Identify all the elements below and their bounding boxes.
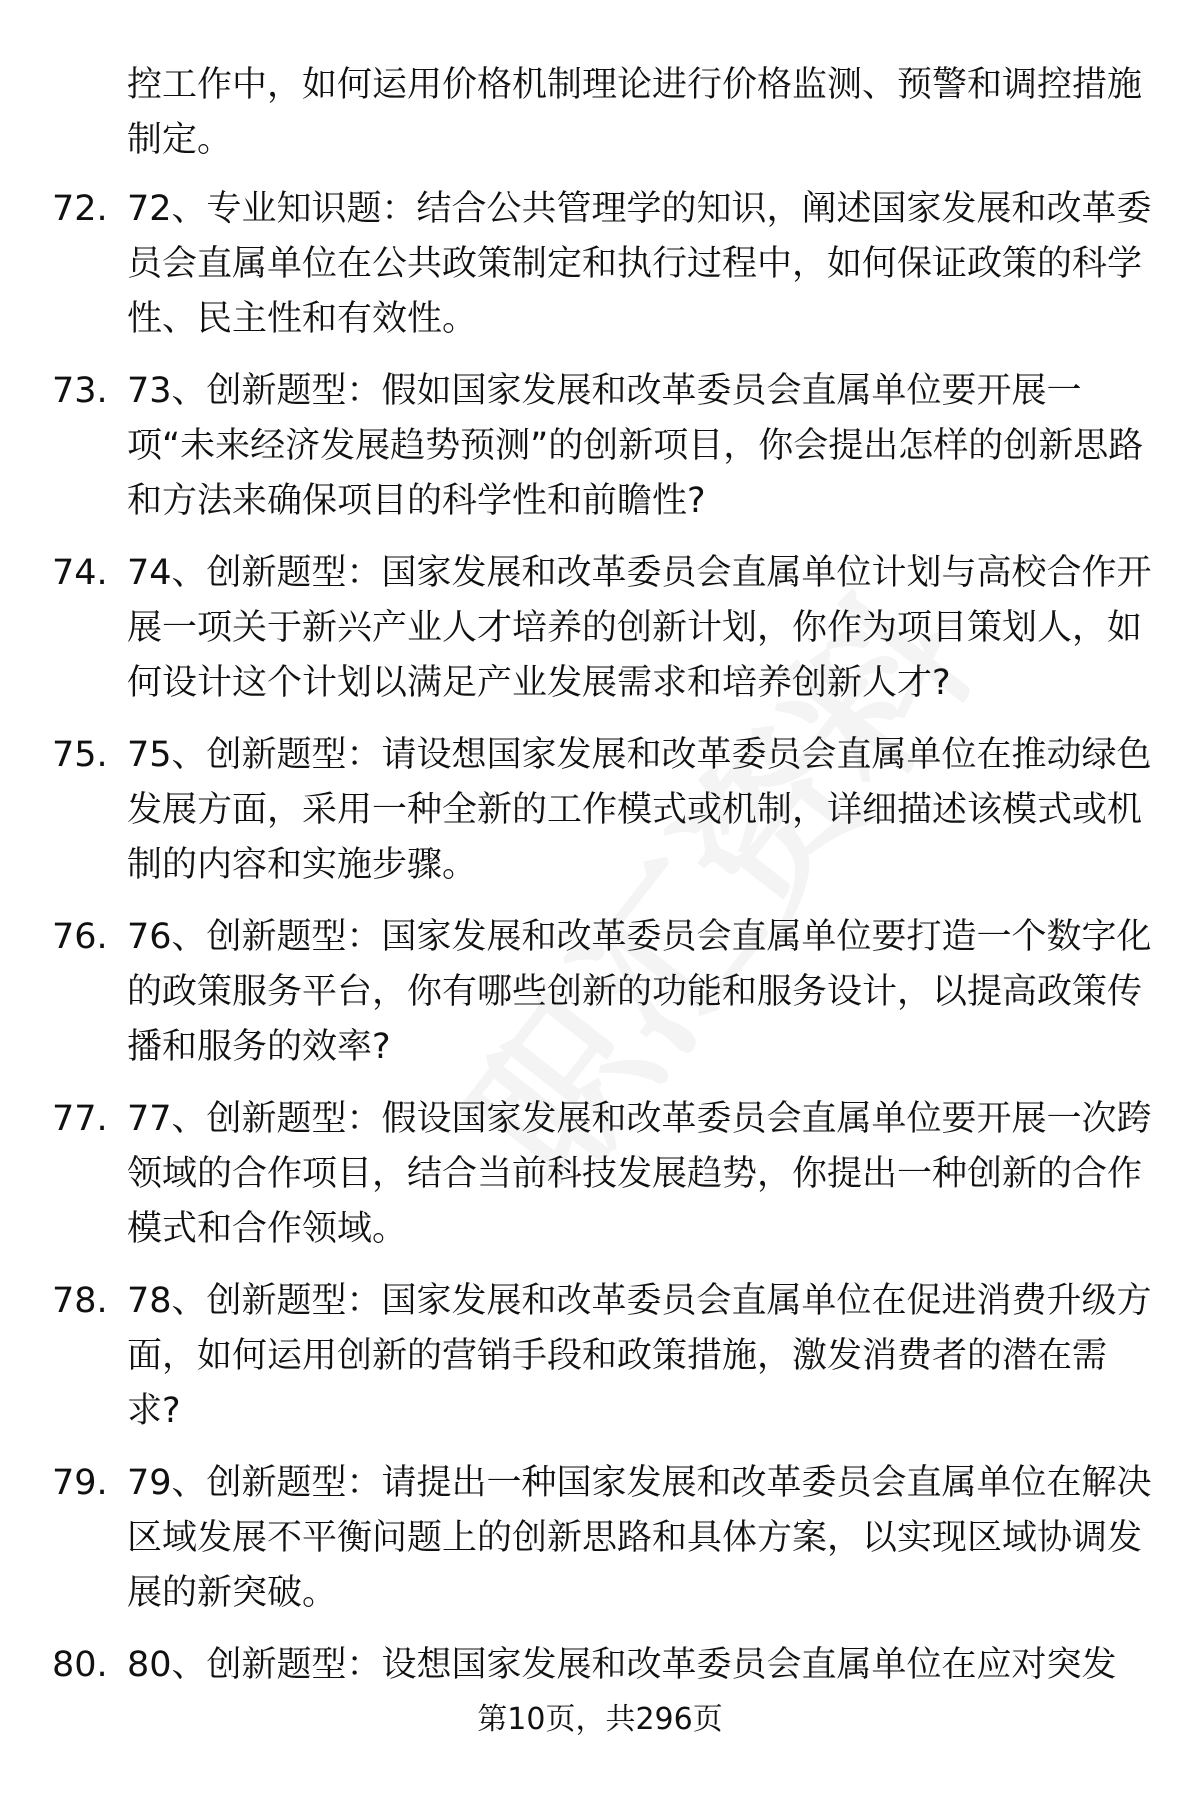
- question-number: 75.: [52, 735, 108, 775]
- question-text: 72、专业知识题：结合公共管理学的知识，阐述国家发展和改革委员会直属单位在公共政策制定和执行过程中，如何保证政策的科学性、民主性和有效性。: [127, 189, 1152, 339]
- question-number: 76.: [52, 917, 108, 957]
- list-item: [0, 1456, 1200, 1638]
- list-item: [0, 364, 1200, 546]
- question-text: 75、创新题型：请设想国家发展和改革委员会直属单位在推动绿色发展方面，采用一种全新的工作模式或机制，详细描述该模式或机制的内容和实施步骤。: [127, 735, 1152, 885]
- question-number: 77.: [52, 1099, 108, 1139]
- question-text: 78、创新题型：国家发展和改革委员会直属单位在促进消费升级方面，如何运用创新的营销手段和政策措施，激发消费者的潜在需求?: [127, 1281, 1152, 1431]
- question-text: 79、创新题型：请提出一种国家发展和改革委员会直属单位在解决区域发展不平衡问题上的创新思路和具体方案，以实现区域协调发展的新突破。: [127, 1463, 1152, 1613]
- question-number: 79.: [52, 1463, 108, 1503]
- question-number: 73.: [52, 371, 108, 411]
- continuation-paragraph: 控工作中，如何运用价格机制理论进行价格监测、预警和调控措施制定。: [127, 65, 1143, 160]
- question-number: 78.: [52, 1281, 108, 1321]
- question-text: 77、创新题型：假设国家发展和改革委员会直属单位要开展一次跨领域的合作项目，结合当前科技发展趋势，你提出一种创新的合作模式和合作领域。: [127, 1099, 1152, 1249]
- page-footer: 第10页，共296页: [477, 1702, 723, 1737]
- question-number: 72.: [52, 189, 108, 229]
- list-item: [0, 910, 1200, 1092]
- list-item: [0, 728, 1200, 910]
- question-text: 80、创新题型：设想国家发展和改革委员会直属单位在应对突发: [127, 1645, 1117, 1685]
- question-text: 73、创新题型：假如国家发展和改革委员会直属单位要开展一项“未来经济发展趋势预测”的创新项目，你会提出怎样的创新思路和方法来确保项目的科学性和前瞻性?: [127, 371, 1144, 521]
- question-text: 74、创新题型：国家发展和改革委员会直属单位计划与高校合作开展一项关于新兴产业人才培养的创新计划，你作为项目策划人，如何设计这个计划以满足产业发展需求和培养创新人才?: [127, 553, 1152, 703]
- question-number: 80.: [52, 1645, 108, 1685]
- list-item: [0, 546, 1200, 728]
- question-number: 74.: [52, 553, 108, 593]
- list-item: [0, 182, 1200, 364]
- question-list: [0, 182, 1200, 1820]
- list-item: [0, 1274, 1200, 1456]
- list-item: [0, 1092, 1200, 1274]
- question-text: 76、创新题型：国家发展和改革委员会直属单位要打造一个数字化的政策服务平台，你有哪些创新的功能和服务设计，以提高政策传播和服务的效率?: [127, 917, 1152, 1067]
